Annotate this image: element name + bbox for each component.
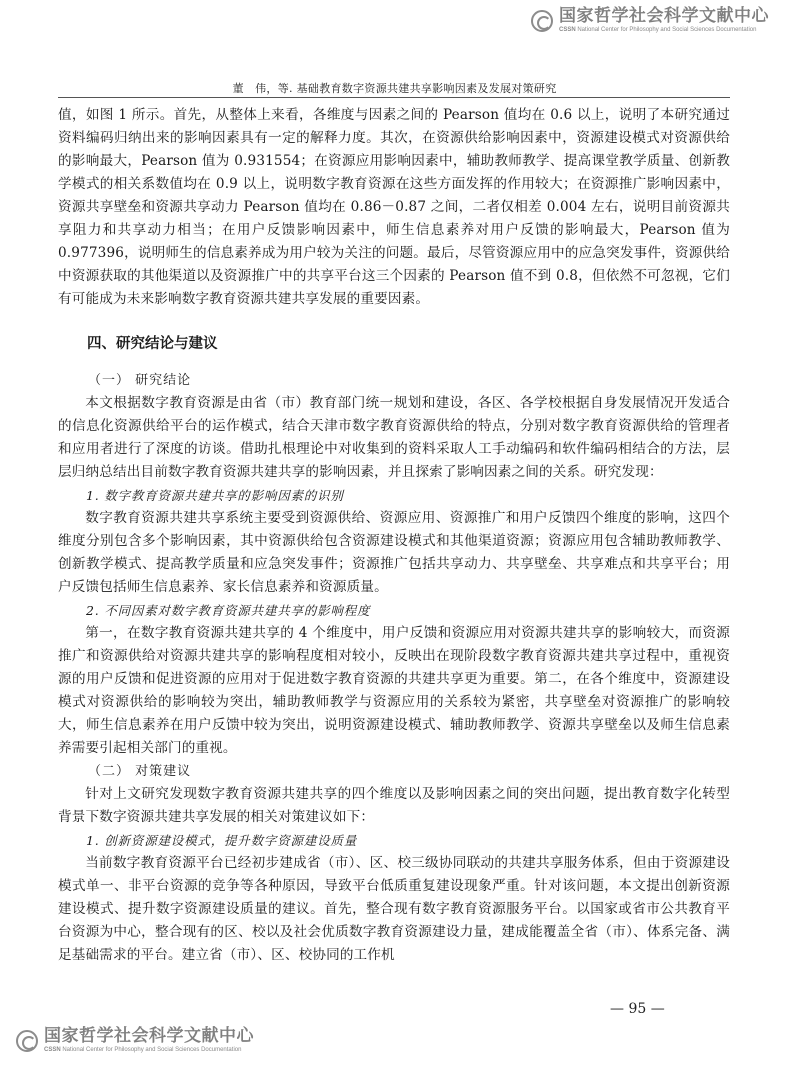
- subheading-influence-degree: 2. 不同因素对数字教育资源共建共享的影响程度: [86, 603, 371, 618]
- watermark-prefix: CSSN: [44, 1047, 61, 1053]
- watermark-logo-top: [531, 8, 769, 33]
- subheading-construction-mode: 1. 创新资源建设模式，提升数字资源建设质量: [86, 833, 358, 848]
- article-body: [58, 104, 730, 967]
- watermark-subtitle: National Center for Philosophy and Social Sciences Documentation: [577, 27, 757, 33]
- paragraph-conclusions-1: 本文根据数字教育资源是由省（市）教育部门统一规划和建设，各区、各学校根据自身发展情况开发适合的信息化资源供给平台的运作模式，结合天津市数字教育资源供给的特点，分别对数字教育资源供给的管理者和应用者进行了深度的访谈。借助扎根理论中对收集到的资料采取人工手动编码和软件编码相结合的方法，层层归纳总结出目前数字教育资源共建共享的影响因素，并且探索了影响因素之间的关系。研究发现：: [58, 395, 730, 480]
- subsection-heading-conclusions: （一） 研究结论: [88, 373, 192, 388]
- paragraph-intro: 值，如图 1 所示。首先，从整体上来看，各维度与因素之间的 Pearson 值均在 0.6 以上，说明了本研究通过资料编码归纳出来的影响因素具有一定的解释力度。其次，在资源供给影响因素中，资源建设模式对资源供给的影响最大，Pearson 值为 0.931554；在资源应用影响因素中，辅助教师教学、提高课堂教学质量、创新教学模式的相关系数值均在 0.9 以上，说明数字教育资源在这些方面发挥的作用较大；在资源推广影响因素中，资源共享壁垒和资源共享动力 Pearson 值均在 0.86－0.87 之间，二者仅相差 0.004 左右，说明目前资源共享阻力和共享动力相当；在用户反馈影响因素中，师生信息素养对用户反馈的影响最大，Pearson 值为 0.977396，说明师生的信息素养成为用户较为关注的问题。最后，尽管资源应用中的应急突发事件，资源供给中资源获取的其他渠道以及资源推广中的共享平台这三个因素的 Pearson 值不到 0.8，但依然不可忽视，它们有可能成为未来影响数字教育资源共建共享发展的重要因素。: [58, 107, 730, 307]
- watermark-title: 国家哲学社会科学文献中心: [559, 6, 769, 26]
- paragraph-suggestions-1: 针对上文研究发现数字教育资源共建共享的四个维度以及影响因素之间的突出问题，提出教育数字化转型背景下数字资源共建共享发展的相关对策建议如下：: [58, 786, 730, 825]
- watermark-title: 国家哲学社会科学文献中心: [44, 1026, 254, 1046]
- subheading-factors-identification: 1. 数字教育资源共建共享的影响因素的识别: [86, 488, 344, 503]
- paragraph-conclusions-3: 第一，在数字教育资源共建共享的 4 个维度中，用户反馈和资源应用对资源共建共享的影响较大，而资源推广和资源供给对资源共建共享的影响程度相对较小，反映出在现阶段数字教育资源共建共享过程中，重视资源的用户反馈和促进资源的应用对于促进数字教育资源的共建共享更为重要。第二，在各个维度中，资源建设模式对资源供给的影响较为突出，辅助教师教学与资源应用的关系较为紧密，共享壁垒对资源推广的影响较大，师生信息素养在用户反馈中较为突出，说明资源建设模式、辅助教师教学、资源共享壁垒以及师生信息素养需要引起相关部门的重视。: [58, 625, 730, 756]
- paragraph-conclusions-2: 数字教育资源共建共享系统主要受到资源供给、资源应用、资源推广和用户反馈四个维度的影响，这四个维度分别包含多个影响因素，其中资源供给包含资源建设模式和其他渠道资源；资源应用包含辅助教师教学、创新教学模式、提高教学质量和应急突发事件；资源推广包括共享动力、共享壁垒、共享难点和共享平台；用户反馈包括师生信息素养、家长信息素养和资源质量。: [58, 510, 730, 595]
- page-number: — 95 —: [610, 1001, 665, 1017]
- subsection-heading-suggestions: （二） 对策建议: [88, 764, 192, 779]
- watermark-prefix: CSSN: [559, 27, 576, 33]
- watermark-subtitle: National Center for Philosophy and Social Sciences Documentation: [62, 1047, 242, 1053]
- header-divider: [58, 97, 730, 98]
- running-head: 董 伟，等. 基础教育数字资源共建共享影响因素及发展对策研究: [232, 82, 557, 95]
- paragraph-suggestions-2: 当前数字教育资源平台已经初步建成省（市）、区、校三级协同联动的共建共享服务体系，但由于资源建设模式单一、非平台资源的竞争等各种原因，导致平台低质重复建设现象严重。针对该问题，本文提出创新资源建设模式、提升数字资源建设质量的建议。首先，整合现有数字教育资源服务平台。以国家或省市公共教育平台资源为中心，整合现有的区、校以及社会优质数字教育资源建设力量，建成能覆盖全省（市）、体系完备、满足基础需求的平台。建立省（市）、区、校协同的工作机: [58, 855, 730, 963]
- cssn-logo-icon: [16, 1030, 38, 1052]
- watermark-logo-bottom: [16, 1028, 254, 1053]
- cssn-logo-icon: [531, 10, 553, 32]
- section-heading: 四、研究结论与建议: [87, 336, 218, 352]
